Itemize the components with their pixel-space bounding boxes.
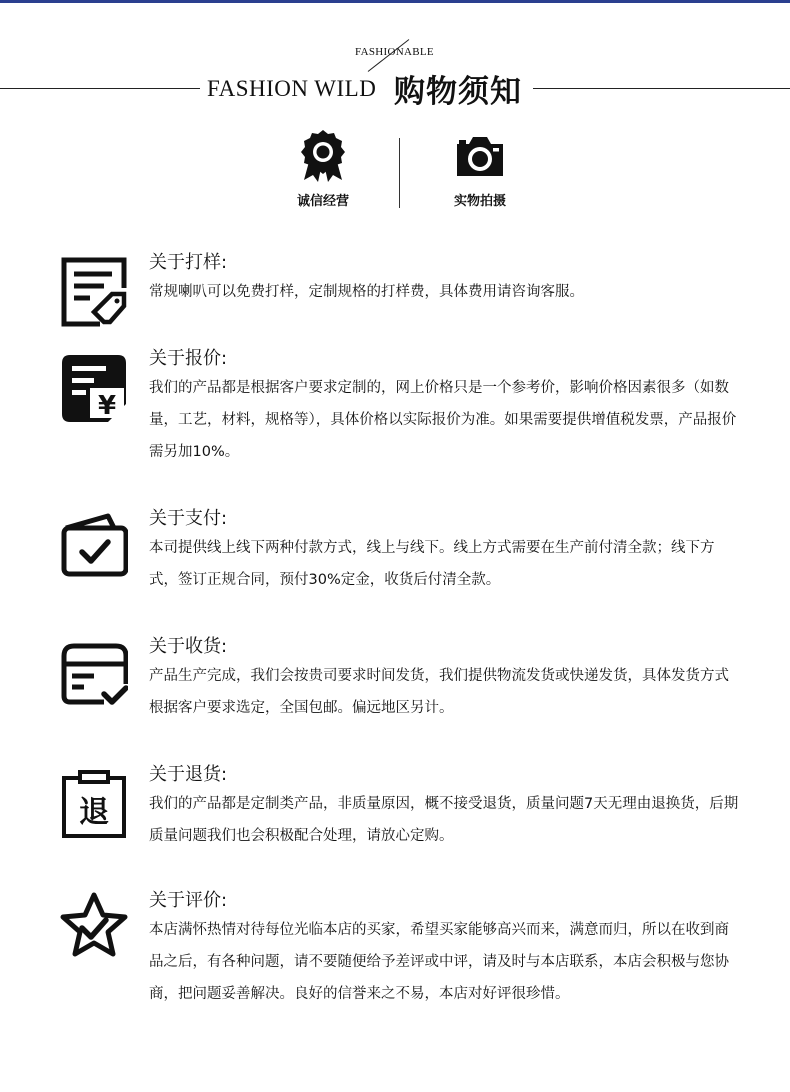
section-title: 关于评价: [149, 890, 228, 911]
badge-label-integrity: 诚信经营 [296, 194, 349, 209]
section-payment [60, 504, 760, 604]
package-check-icon [60, 640, 128, 712]
feature-badges [0, 128, 790, 218]
award-rosette-icon [296, 128, 350, 184]
section-body: 本店满怀热情对待每位光临本店的买家，希望买家能够高兴而来，满意而归，所以在收到商品之后，有各种问题，请不要随便给予差评或中评，请及时与本店联系，本店会积极与您协商，把问题妥善解决。良好的信誉来之不易，本店对好评很珍惜。 [149, 922, 729, 1002]
price-document-icon [60, 352, 128, 424]
badge-divider [399, 138, 400, 208]
return-glyph: 退 [79, 795, 109, 830]
header-line-right [533, 88, 790, 89]
wallet-check-icon [60, 512, 128, 584]
section-sampling [60, 248, 760, 328]
section-reviews [60, 886, 760, 1036]
section-receiving [60, 632, 760, 732]
section-body: 本司提供线上线下两种付款方式，线上与线下。线上方式需要在生产前付清全款；线下方式，签订正规合同，预付30%定金，收货后付清全款。 [149, 540, 715, 588]
page-title: 购物须知 [394, 74, 522, 110]
return-clipboard-icon [60, 768, 128, 840]
page-header [0, 36, 790, 116]
section-body: 产品生产完成，我们会按贵司要求时间发货，我们提供物流发货或快递发货，具体发货方式根据客户要求选定，全国包邮。偏远地区另计。 [149, 668, 729, 716]
section-title: 关于打样: [149, 252, 228, 273]
section-returns [60, 760, 760, 860]
section-body: 常规喇叭可以免费打样，定制规格的打样费，具体费用请咨询客服。 [149, 284, 584, 300]
header-small-english: FASHIONABLE [355, 46, 434, 58]
badge-label-real-photos: 实物拍摄 [453, 194, 506, 209]
header-line-left [0, 88, 200, 89]
document-tag-icon [60, 256, 128, 328]
section-title: 关于报价: [149, 348, 228, 369]
section-title: 关于退货: [149, 764, 228, 785]
section-title: 关于支付: [149, 508, 228, 529]
yen-glyph: ¥ [97, 391, 117, 421]
star-check-icon [58, 890, 130, 962]
section-quotation [60, 344, 760, 474]
badge-real-photos [420, 128, 540, 209]
top-accent-bar [0, 0, 790, 3]
section-body: 我们的产品都是定制类产品，非质量原因，概不接受退货，质量问题7天无理由退换货，后期质量问题我们也会积极配合处理，请放心定购。 [149, 796, 739, 844]
section-title: 关于收货: [149, 636, 228, 657]
section-body: 我们的产品都是根据客户要求定制的，网上价格只是一个参考价，影响价格因素很多（如数量，工艺，材料，规格等），具体价格以实际报价为准。如果需要提供增值税发票，产品报价需另加10%。 [149, 380, 737, 460]
header-english-title: FASHION WILD [207, 76, 377, 101]
camera-icon [453, 128, 507, 184]
badge-integrity [263, 128, 383, 209]
